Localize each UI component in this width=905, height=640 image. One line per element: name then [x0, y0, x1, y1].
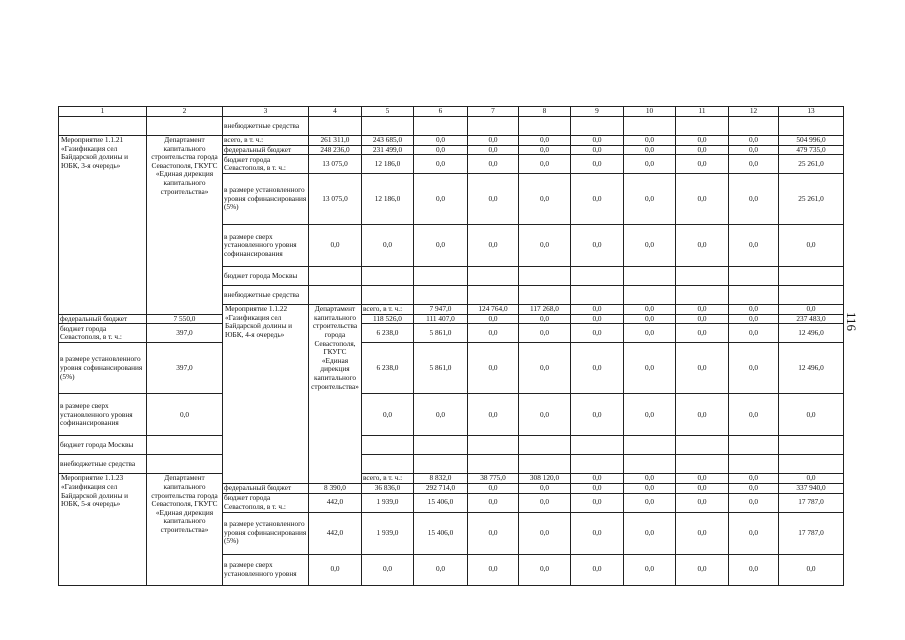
value-cell: 12 186,0 — [362, 174, 414, 225]
value-cell: 504 996,0 — [779, 136, 844, 146]
value-cell: 6 238,0 — [362, 324, 414, 343]
value-cell: 0,0 — [571, 314, 624, 324]
value-cell: 0,0 — [779, 394, 844, 436]
value-cell — [729, 436, 779, 455]
value-cell: 0,0 — [729, 145, 779, 155]
value-cell: 0,0 — [309, 225, 362, 267]
value-cell: 0,0 — [519, 324, 571, 343]
funding-source: бюджет города Москвы — [59, 436, 147, 455]
value-cell — [779, 267, 844, 286]
value-cell: 0,0 — [624, 483, 676, 493]
column-number: 5 — [362, 107, 414, 117]
value-cell — [624, 436, 676, 455]
value-cell: 0,0 — [624, 136, 676, 146]
value-cell: 0,0 — [729, 155, 779, 174]
financing-table — [58, 106, 844, 586]
column-number: 9 — [571, 107, 624, 117]
funding-source: федеральный бюджет — [223, 145, 309, 155]
value-cell: 0,0 — [468, 324, 519, 343]
value-cell: 0,0 — [571, 145, 624, 155]
column-number: 11 — [676, 107, 729, 117]
funding-source: в размере сверх установленного уровня софинансирования — [223, 225, 309, 267]
value-cell: 0,0 — [676, 145, 729, 155]
funding-source: бюджет города Севастополя, в т. ч.: — [59, 324, 147, 343]
column-number: 7 — [468, 107, 519, 117]
value-cell: 0,0 — [624, 324, 676, 343]
value-cell: 337 940,0 — [779, 483, 844, 493]
measure-name: Мероприятие 1.1.23 «Газификация сел Байдарской долины и ЮБК, 5-я очередь» — [59, 474, 147, 585]
value-cell — [468, 455, 519, 474]
executor: Департамент капитального строительства города Севастополя, ГКУГС «Единая дирекция капитального строительства» — [147, 136, 223, 315]
value-cell: 0,0 — [624, 493, 676, 512]
value-cell: 0,0 — [362, 225, 414, 267]
table-row — [59, 436, 844, 455]
value-cell: 0,0 — [519, 155, 571, 174]
value-cell: 0,0 — [624, 554, 676, 585]
value-cell: 0,0 — [729, 474, 779, 484]
value-cell — [779, 436, 844, 455]
table-row — [59, 474, 844, 484]
value-cell — [519, 286, 571, 305]
value-cell: 0,0 — [468, 554, 519, 585]
value-cell — [414, 455, 468, 474]
funding-source: внебюджетные средства — [223, 286, 309, 305]
value-cell: 0,0 — [468, 145, 519, 155]
value-cell: 0,0 — [729, 174, 779, 225]
value-cell: 118 526,0 — [362, 314, 414, 324]
value-cell — [571, 436, 624, 455]
value-cell — [414, 267, 468, 286]
value-cell: 6 238,0 — [362, 343, 414, 394]
value-cell: 117 268,0 — [519, 305, 571, 315]
value-cell: 0,0 — [414, 174, 468, 225]
value-cell — [729, 286, 779, 305]
value-cell: 0,0 — [676, 554, 729, 585]
value-cell — [309, 286, 362, 305]
value-cell: 0,0 — [571, 474, 624, 484]
value-cell — [519, 267, 571, 286]
page-number: 116 — [844, 312, 859, 332]
funding-source: федеральный бюджет — [223, 483, 309, 493]
value-cell — [362, 286, 414, 305]
value-cell: 8 390,0 — [309, 483, 362, 493]
value-cell: 0,0 — [362, 394, 414, 436]
value-cell: 15 406,0 — [414, 512, 468, 554]
column-number: 1 — [59, 107, 147, 117]
value-cell: 0,0 — [468, 174, 519, 225]
value-cell: 0,0 — [519, 145, 571, 155]
value-cell — [362, 267, 414, 286]
value-cell: 0,0 — [676, 394, 729, 436]
value-cell: 7 947,0 — [414, 305, 468, 315]
value-cell — [624, 117, 676, 136]
value-cell: 0,0 — [309, 554, 362, 585]
value-cell: 0,0 — [571, 174, 624, 225]
value-cell: 248 236,0 — [309, 145, 362, 155]
value-cell: 0,0 — [571, 554, 624, 585]
value-cell — [414, 436, 468, 455]
value-cell: 0,0 — [729, 225, 779, 267]
value-cell: 0,0 — [519, 136, 571, 146]
value-cell: 15 406,0 — [414, 493, 468, 512]
value-cell — [362, 117, 414, 136]
value-cell: 243 685,0 — [362, 136, 414, 146]
value-cell: 0,0 — [571, 394, 624, 436]
value-cell: 0,0 — [519, 483, 571, 493]
value-cell — [624, 267, 676, 286]
value-cell: 0,0 — [468, 225, 519, 267]
value-cell: 0,0 — [571, 483, 624, 493]
funding-source: в размере установленного уровня софинансирования (5%) — [223, 174, 309, 225]
value-cell — [571, 117, 624, 136]
table-row — [59, 343, 844, 394]
executor: Департамент капитального строительства города Севастополя, ГКУГС «Единая дирекция капитального строительства» — [309, 305, 362, 484]
value-cell — [414, 286, 468, 305]
column-number: 2 — [147, 107, 223, 117]
empty-cell — [59, 117, 147, 136]
value-cell: 0,0 — [414, 145, 468, 155]
value-cell: 292 714,0 — [414, 483, 468, 493]
funding-source: внебюджетные средства — [59, 455, 147, 474]
value-cell — [147, 455, 223, 474]
value-cell: 5 861,0 — [414, 343, 468, 394]
value-cell: 25 261,0 — [779, 174, 844, 225]
table-row — [59, 455, 844, 474]
value-cell: 0,0 — [624, 155, 676, 174]
value-cell: 0,0 — [414, 155, 468, 174]
table-row — [59, 314, 844, 324]
value-cell — [362, 455, 414, 474]
value-cell: 0,0 — [676, 174, 729, 225]
value-cell: 0,0 — [676, 136, 729, 146]
funding-source: в размере сверх установленного уровня — [223, 554, 309, 585]
value-cell — [676, 455, 729, 474]
funding-source: в размере установленного уровня софинансирования (5%) — [59, 343, 147, 394]
measure-name: Мероприятие 1.1.21 «Газификация сел Байдарской долины и ЮБК, 3-я очередь» — [59, 136, 147, 315]
value-cell: 12 496,0 — [779, 343, 844, 394]
funding-source: в размере установленного уровня софинансирования (5%) — [223, 512, 309, 554]
value-cell: 0,0 — [729, 136, 779, 146]
value-cell — [729, 267, 779, 286]
value-cell — [676, 117, 729, 136]
value-cell: 0,0 — [779, 554, 844, 585]
value-cell: 0,0 — [729, 324, 779, 343]
funding-source: в размере сверх установленного уровня софинансирования — [59, 394, 147, 436]
value-cell: 0,0 — [779, 305, 844, 315]
value-cell: 0,0 — [676, 512, 729, 554]
value-cell — [519, 436, 571, 455]
value-cell: 308 120,0 — [519, 474, 571, 484]
value-cell — [779, 286, 844, 305]
value-cell: 0,0 — [519, 493, 571, 512]
value-cell: 0,0 — [571, 324, 624, 343]
empty-cell — [147, 117, 223, 136]
value-cell: 1 939,0 — [362, 493, 414, 512]
value-cell: 0,0 — [624, 305, 676, 315]
value-cell — [571, 286, 624, 305]
value-cell: 231 499,0 — [362, 145, 414, 155]
funding-source: всего, в т. ч.: — [223, 136, 309, 146]
value-cell — [468, 286, 519, 305]
table-row — [59, 117, 844, 136]
value-cell: 0,0 — [414, 554, 468, 585]
value-cell: 397,0 — [147, 324, 223, 343]
value-cell — [468, 436, 519, 455]
value-cell: 0,0 — [676, 314, 729, 324]
value-cell: 0,0 — [468, 512, 519, 554]
value-cell: 0,0 — [414, 394, 468, 436]
value-cell — [624, 455, 676, 474]
value-cell — [309, 267, 362, 286]
value-cell: 5 861,0 — [414, 324, 468, 343]
value-cell: 0,0 — [468, 394, 519, 436]
value-cell — [414, 117, 468, 136]
value-cell: 0,0 — [624, 343, 676, 394]
value-cell: 38 775,0 — [468, 474, 519, 484]
column-number: 10 — [624, 107, 676, 117]
value-cell — [362, 436, 414, 455]
value-cell: 0,0 — [468, 155, 519, 174]
value-cell: 0,0 — [624, 512, 676, 554]
value-cell: 0,0 — [729, 483, 779, 493]
value-cell: 7 550,0 — [147, 314, 223, 324]
value-cell: 0,0 — [779, 225, 844, 267]
column-number: 3 — [223, 107, 309, 117]
value-cell: 0,0 — [571, 225, 624, 267]
value-cell — [676, 286, 729, 305]
column-number: 8 — [519, 107, 571, 117]
value-cell: 0,0 — [147, 394, 223, 436]
value-cell — [729, 455, 779, 474]
value-cell: 36 836,0 — [362, 483, 414, 493]
value-cell: 0,0 — [676, 474, 729, 484]
value-cell: 17 787,0 — [779, 512, 844, 554]
value-cell: 0,0 — [571, 343, 624, 394]
value-cell: 479 735,0 — [779, 145, 844, 155]
value-cell: 442,0 — [309, 493, 362, 512]
value-cell: 0,0 — [571, 136, 624, 146]
value-cell: 0,0 — [624, 314, 676, 324]
value-cell: 0,0 — [571, 155, 624, 174]
value-cell — [468, 117, 519, 136]
table-body — [59, 107, 844, 586]
value-cell — [624, 286, 676, 305]
value-cell: 12 496,0 — [779, 324, 844, 343]
column-number: 4 — [309, 107, 362, 117]
value-cell: 13 075,0 — [309, 174, 362, 225]
value-cell: 0,0 — [414, 225, 468, 267]
value-cell: 0,0 — [624, 174, 676, 225]
value-cell: 0,0 — [624, 394, 676, 436]
value-cell — [519, 455, 571, 474]
funding-source: всего, в т. ч.: — [362, 474, 414, 484]
value-cell: 0,0 — [519, 314, 571, 324]
value-cell: 111 407,0 — [414, 314, 468, 324]
value-cell: 237 483,0 — [779, 314, 844, 324]
funding-source: всего, в т. ч.: — [362, 305, 414, 315]
value-cell: 0,0 — [676, 305, 729, 315]
value-cell: 0,0 — [676, 324, 729, 343]
header-row — [59, 107, 844, 117]
value-cell — [779, 455, 844, 474]
value-cell — [309, 117, 362, 136]
value-cell: 0,0 — [624, 474, 676, 484]
value-cell: 13 075,0 — [309, 155, 362, 174]
value-cell — [147, 436, 223, 455]
funding-source: бюджет города Севастополя, в т. ч.: — [223, 155, 309, 174]
value-cell: 0,0 — [571, 305, 624, 315]
value-cell: 0,0 — [729, 493, 779, 512]
value-cell: 0,0 — [676, 155, 729, 174]
value-cell: 0,0 — [414, 136, 468, 146]
column-number: 6 — [414, 107, 468, 117]
value-cell — [729, 117, 779, 136]
value-cell: 0,0 — [676, 343, 729, 394]
funding-source: федеральный бюджет — [59, 314, 147, 324]
value-cell: 0,0 — [676, 493, 729, 512]
value-cell — [468, 267, 519, 286]
value-cell: 0,0 — [519, 174, 571, 225]
value-cell — [676, 267, 729, 286]
funding-source: внебюджетные средства — [223, 117, 309, 136]
value-cell: 0,0 — [729, 305, 779, 315]
value-cell: 0,0 — [779, 474, 844, 484]
value-cell: 0,0 — [729, 314, 779, 324]
value-cell: 0,0 — [676, 225, 729, 267]
column-number: 13 — [779, 107, 844, 117]
value-cell: 0,0 — [468, 483, 519, 493]
value-cell: 124 764,0 — [468, 305, 519, 315]
value-cell — [779, 117, 844, 136]
value-cell: 0,0 — [519, 554, 571, 585]
value-cell: 0,0 — [468, 314, 519, 324]
value-cell: 0,0 — [729, 394, 779, 436]
value-cell: 0,0 — [729, 554, 779, 585]
value-cell: 0,0 — [519, 225, 571, 267]
value-cell — [676, 436, 729, 455]
value-cell: 17 787,0 — [779, 493, 844, 512]
table-row — [59, 394, 844, 436]
value-cell: 442,0 — [309, 512, 362, 554]
value-cell: 0,0 — [362, 554, 414, 585]
value-cell: 261 311,0 — [309, 136, 362, 146]
value-cell: 0,0 — [676, 483, 729, 493]
value-cell: 0,0 — [624, 225, 676, 267]
value-cell: 25 261,0 — [779, 155, 844, 174]
value-cell: 0,0 — [729, 343, 779, 394]
measure-name: Мероприятие 1.1.22 «Газификация сел Байдарской долины и ЮБК, 4-я очередь» — [223, 305, 309, 484]
value-cell: 0,0 — [729, 512, 779, 554]
value-cell: 0,0 — [468, 493, 519, 512]
value-cell: 0,0 — [571, 512, 624, 554]
value-cell — [571, 267, 624, 286]
executor: Департамент капитального строительства города Севастополя, ГКУГС «Единая дирекция капитального строительства» — [147, 474, 223, 585]
table-row — [59, 324, 844, 343]
table-row — [59, 136, 844, 146]
value-cell: 0,0 — [519, 512, 571, 554]
value-cell: 0,0 — [519, 343, 571, 394]
value-cell: 0,0 — [468, 343, 519, 394]
value-cell: 0,0 — [519, 394, 571, 436]
value-cell: 397,0 — [147, 343, 223, 394]
value-cell: 1 939,0 — [362, 512, 414, 554]
value-cell — [519, 117, 571, 136]
value-cell: 0,0 — [468, 136, 519, 146]
funding-source: бюджет города Севастополя, в т. ч.: — [223, 493, 309, 512]
value-cell: 0,0 — [571, 493, 624, 512]
value-cell: 0,0 — [624, 145, 676, 155]
value-cell — [571, 455, 624, 474]
value-cell: 12 186,0 — [362, 155, 414, 174]
funding-source: бюджет города Москвы — [223, 267, 309, 286]
value-cell: 8 832,0 — [414, 474, 468, 484]
column-number: 12 — [729, 107, 779, 117]
